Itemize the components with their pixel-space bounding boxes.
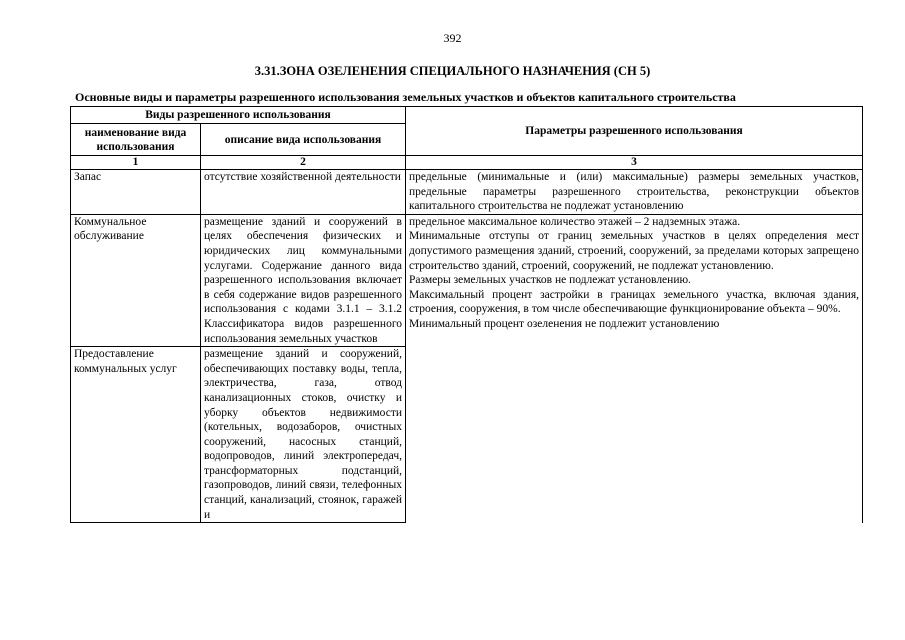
parameter-line: Минимальный процент озеленения не подлежит установлению <box>409 317 720 330</box>
header-group: Виды разрешенного использования <box>71 107 406 124</box>
row-parameters <box>406 214 863 522</box>
row-name: Предоставление коммунальных услуг <box>71 347 201 523</box>
header-num-3: 3 <box>406 156 863 170</box>
parameter-line: предельные (минимальные и (или) максимальные) размеры земельных участков, предельные параметры разрешенного строительства, реконструкции объектов капитального строительства не подлежат установлению <box>409 171 859 213</box>
parameter-line: Минимальные отступы от границ земельных участков в целях определения мест допустимого размещения зданий, строений, сооружений, за пределами которых запрещено строительство зданий, строений, сооружений, не подлежат установлению. <box>409 230 859 272</box>
table-row <box>71 170 863 215</box>
row-description: размещение зданий и сооружений, обеспечивающих поставку воды, тепла, электричества, газа, отвод канализационных стоков, очистку и уборку объектов недвижимости (котельных, водозаборов, очистных сооружений, насосных станций, водопроводов, линий электропередач, трансформаторных подстанций, газопроводов, линий связи, телефонных станций, канализаций, стоянок, гаражей и <box>201 347 406 523</box>
header-parameters: Параметры разрешенного использования <box>406 107 863 156</box>
parameter-line: Максимальный процент застройки в границах земельного участка, включая здания, строения, сооружения, в том числе обеспечивающие функционирование объекта – 90%. <box>409 288 859 316</box>
row-name: Запас <box>71 170 201 215</box>
row-name: Коммунальное обслуживание <box>71 214 201 346</box>
zone-title: 3.31.ЗОНА ОЗЕЛЕНЕНИЯ СПЕЦИАЛЬНОГО НАЗНАЧЕНИЯ (СН 5) <box>254 64 651 78</box>
row-description: отсутствие хозяйственной деятельности <box>201 170 406 215</box>
header-num-1: 1 <box>71 156 201 170</box>
header-description: описание вида использования <box>201 124 406 156</box>
parameter-line: Размеры земельных участков не подлежат установлению. <box>409 274 691 287</box>
header-num-2: 2 <box>201 156 406 170</box>
table-row <box>71 214 863 346</box>
header-name: наименование вида использования <box>71 124 201 156</box>
row-parameters <box>406 170 863 215</box>
table-caption: Основные виды и параметры разрешенного использования земельных участков и объектов капитального строительства <box>75 90 736 104</box>
parameter-line: предельное максимальное количество этажей – 2 надземных этажа. <box>409 215 741 228</box>
land-use-table <box>70 106 863 523</box>
page-number: 392 <box>443 31 462 45</box>
row-description: размещение зданий и сооружений в целях обеспечения физических и юридических лиц коммунальными услугами. Содержание данного вида разрешенного использования включает в себя содержание видов разрешенного использования с кодами 3.1.1 – 3.1.2 Классификатора видов разрешенного использования земельных участков <box>201 214 406 346</box>
